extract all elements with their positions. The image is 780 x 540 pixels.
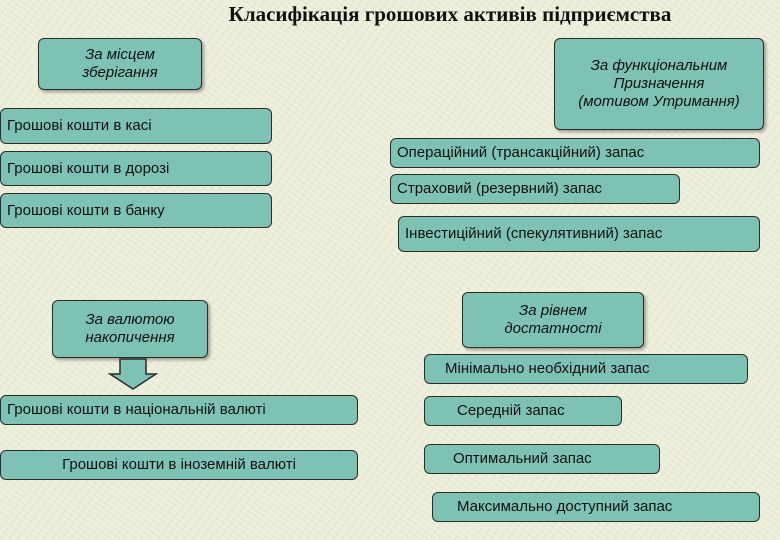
currency-item-foreign: Грошові кошти в іноземній валюті xyxy=(0,450,358,480)
storage-item-cash: Грошові кошти в касі xyxy=(0,108,272,144)
page-title: Класифікація грошових активів підприємства xyxy=(228,2,672,26)
sufficiency-item-minimum: Мінімально необхідний запас xyxy=(424,354,748,384)
function-heading: За функціональним Призначення (мотивом Утримання) xyxy=(554,38,764,130)
function-item-insurance: Страховий (резервний) запас xyxy=(390,174,680,204)
down-arrow-icon xyxy=(108,358,158,390)
storage-heading: За місцем зберігання xyxy=(38,38,202,90)
storage-item-bank: Грошові кошти в банку xyxy=(0,193,272,228)
sufficiency-item-optimal: Оптимальний запас xyxy=(424,444,660,474)
function-item-investment: Інвестиційний (спекулятивний) запас xyxy=(398,216,760,252)
function-item-operational: Операційний (трансакційний) запас xyxy=(390,138,760,168)
currency-item-national: Грошові кошти в національній валюті xyxy=(0,395,358,425)
currency-heading: За валютою накопичення xyxy=(52,300,208,358)
sufficiency-item-maximum: Максимально доступний запас xyxy=(432,492,760,522)
storage-item-transit: Грошові кошти в дорозі xyxy=(0,151,272,186)
sufficiency-item-average: Середній запас xyxy=(424,396,622,426)
sufficiency-heading: За рівнем достатності xyxy=(462,292,644,348)
